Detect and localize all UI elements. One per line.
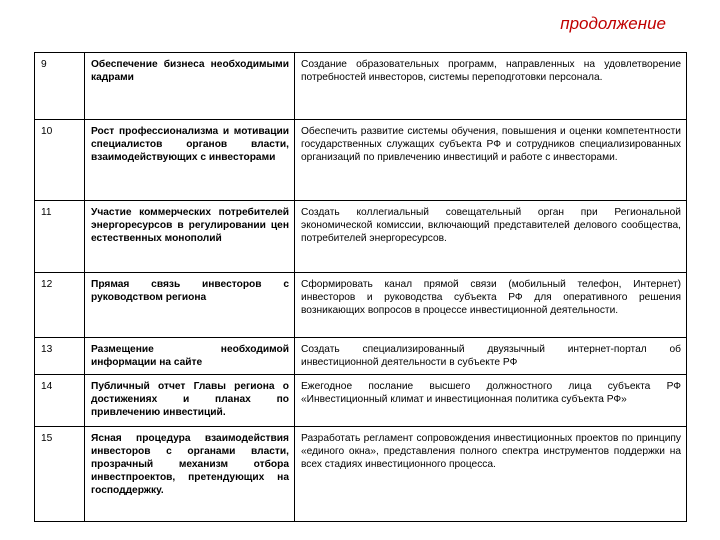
table-row: [35, 201, 687, 273]
row-number: 10: [35, 120, 85, 201]
goal-cell: Рост профессионализма и мотивации специалистов органов власти, взаимодействующих с инвесторами: [85, 120, 295, 201]
task-cell: Создать коллегиальный совещательный орган при Региональной экономической комиссии, включающий представителей делового сообщества, потребителей энергоресурсов.: [295, 201, 687, 273]
goal-cell: Прямая связь инвесторов с руководством региона: [85, 273, 295, 338]
goal-cell: Публичный отчет Главы региона о достижениях и планах по привлечению инвестиций.: [85, 375, 295, 427]
table-row: [35, 120, 687, 201]
table-row: [35, 338, 687, 375]
table-row: [35, 427, 687, 522]
goal-cell: Размещение необходимой информации на сайте: [85, 338, 295, 375]
goal-cell: Участие коммерческих потребителей энергоресурсов в регулировании цен естественных монополий: [85, 201, 295, 273]
task-cell: Создание образовательных программ, направленных на удовлетворение потребностей инвесторов, системы переподготовки персонала.: [295, 53, 687, 120]
goal-cell: Ясная процедура взаимодействия инвесторов с органами власти, прозрачный механизм отбора инвестпроектов, претендующих на господдержку.: [85, 427, 295, 522]
table-row: [35, 375, 687, 427]
row-number: 14: [35, 375, 85, 427]
row-number: 13: [35, 338, 85, 375]
row-number: 9: [35, 53, 85, 120]
row-number: 15: [35, 427, 85, 522]
row-number: 11: [35, 201, 85, 273]
row-number: 12: [35, 273, 85, 338]
goal-cell: Обеспечение бизнеса необходимыми кадрами: [85, 53, 295, 120]
continuation-heading: продолжение: [560, 14, 666, 33]
task-cell: Обеспечить развитие системы обучения, повышения и оценки компетентности государственных служащих субъекта РФ и сотрудников специализированных организаций по привлечению инвестиций и работе с инвесторами.: [295, 120, 687, 201]
task-cell: Создать специализированный двуязычный интернет-портал об инвестиционной деятельности в субъекте РФ: [295, 338, 687, 375]
task-cell: Сформировать канал прямой связи (мобильный телефон, Интернет) инвесторов и руководства субъекта РФ для оперативного решения возникающих вопросов в процессе инвестиционной деятельности.: [295, 273, 687, 338]
measures-table: [34, 52, 687, 522]
table-row: [35, 53, 687, 120]
task-cell: Ежегодное послание высшего должностного лица субъекта РФ «Инвестиционный климат и инвестиционная политика субъекта РФ»: [295, 375, 687, 427]
table-row: [35, 273, 687, 338]
task-cell: Разработать регламент сопровождения инвестиционных проектов по принципу «единого окна», представления полного спектра инструментов поддержки на всех стадиях инвестиционного процесса.: [295, 427, 687, 522]
